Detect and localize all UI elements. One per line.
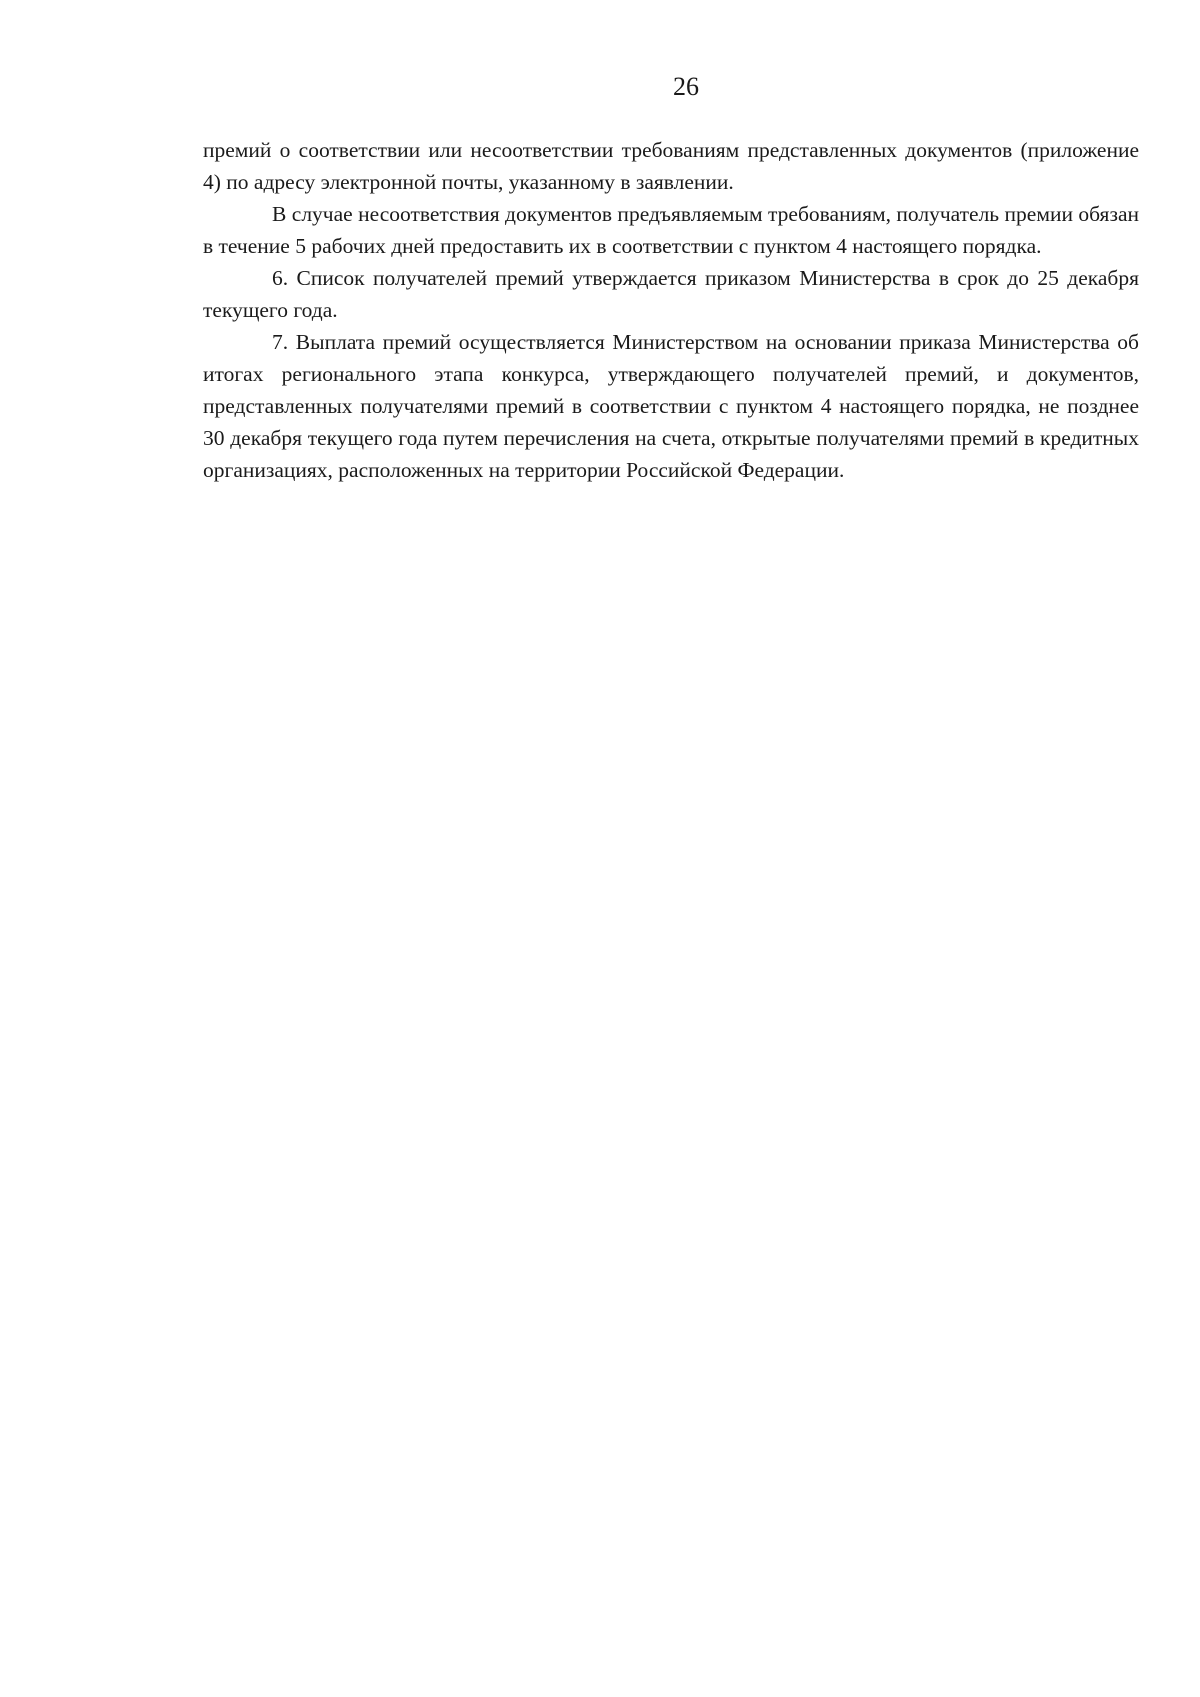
document-body <box>203 134 1139 486</box>
paragraph-continuation: премий о соответствии или несоответствии требованиям представленных документов (приложение 4) по адресу электронной почты, указанному в заявлении. <box>203 138 1139 194</box>
paragraph-item-6: 6. Список получателей премий утверждается приказом Министерства в срок до 25 декабря текущего года. <box>203 266 1139 322</box>
paragraph-document-mismatch: В случае несоответствия документов предъявляемым требованиям, получатель премии обязан в течение 5 рабочих дней предоставить их в соответствии с пунктом 4 настоящего порядка. <box>203 202 1139 258</box>
paragraph-item-7: 7. Выплата премий осуществляется Министерством на основании приказа Министерства об итогах регионального этапа конкурса, утверждающего получателей премий, и документов, представленных получателями премий в соответствии с пунктом 4 настоящего порядка, не позднее 30 декабря текущего года путем перечисления на счета, открытые получателями премий в кредитных организациях, расположенных на территории Российской Федерации. <box>203 330 1139 482</box>
page-number: 26 <box>673 72 699 101</box>
